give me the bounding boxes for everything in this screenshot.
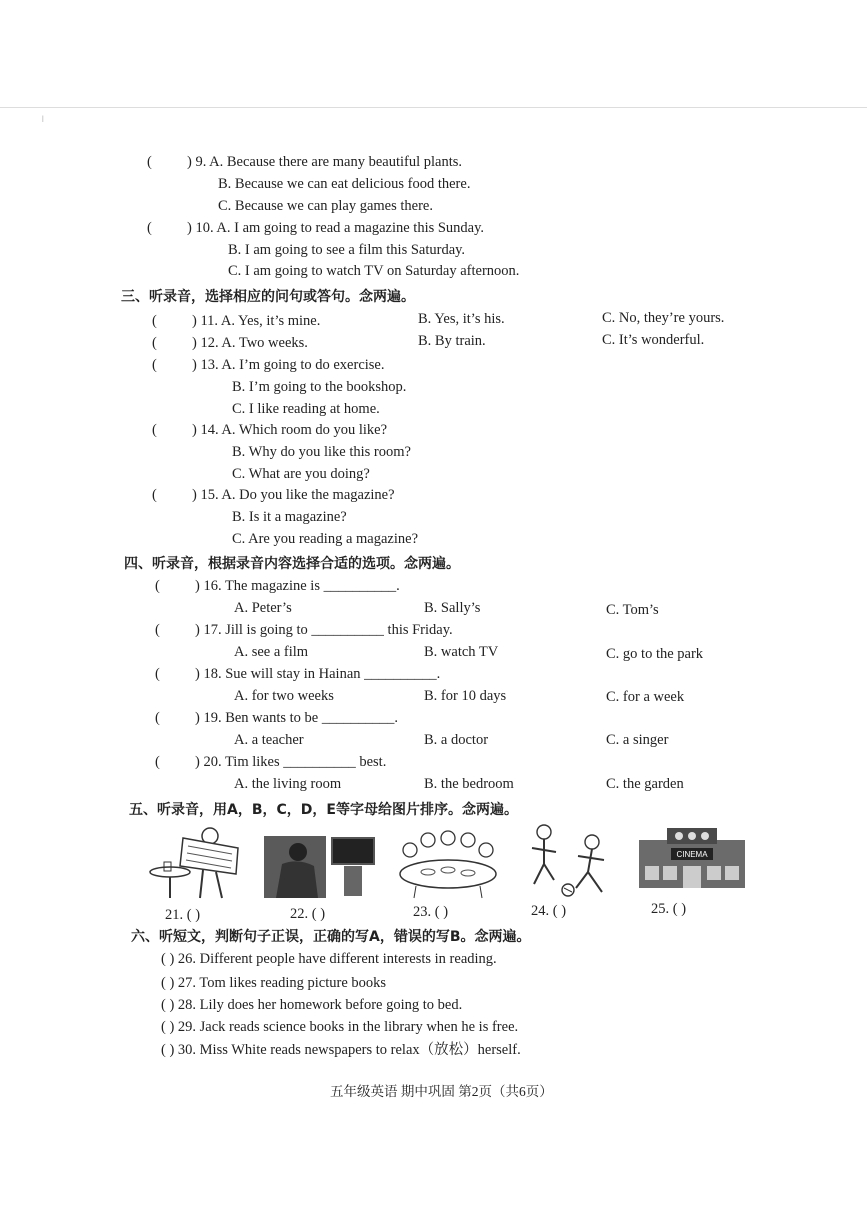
picture-label-24: 24. ( ) <box>531 903 567 919</box>
q18-option-b: B. for 10 days <box>424 688 507 704</box>
q14-option-a: ) 14. A. Which room do you like? <box>192 422 388 438</box>
q30-statement: ( ) 30. Miss White reads newspapers to relax（放松）herself. <box>161 1042 521 1058</box>
q15-option-b: B. Is it a magazine? <box>232 509 347 525</box>
q20-stem: ) 20. Tim likes __________ best. <box>195 754 387 770</box>
cinema-building-picture <box>637 826 747 890</box>
q17-stem: ) 17. Jill is going to __________ this Friday. <box>195 622 453 638</box>
q12-paren: ( <box>152 335 157 351</box>
section-6-title: 六、听短文，判断句子正误，正确的写A，错误的写B。念两遍。 <box>131 929 531 945</box>
q10-option-a: ) 10. A. I am going to read a magazine this Sunday. <box>187 220 485 236</box>
q11-option-a: ) 11. A. Yes, it’s mine. <box>192 313 321 329</box>
q12-option-b: B. By train. <box>418 333 486 349</box>
q20-paren: ( <box>155 754 160 770</box>
watching-tv-picture <box>262 834 377 900</box>
q15-option-a: ) 15. A. Do you like the magazine? <box>192 487 395 503</box>
q10-option-b: B. I am going to see a film this Saturday. <box>228 242 466 258</box>
newspaper-reading-picture <box>148 826 243 900</box>
q13-paren: ( <box>152 357 157 373</box>
q16-stem: ) 16. The magazine is __________. <box>195 578 400 594</box>
page-top-rule <box>0 107 867 108</box>
q17-paren: ( <box>155 622 160 638</box>
q19-stem: ) 19. Ben wants to be __________. <box>195 710 398 726</box>
playing-football-picture <box>520 822 618 900</box>
q19-option-c: C. a singer <box>606 732 669 748</box>
section-5-title: 五、听录音，用A，B，C，D，E等字母给图片排序。念两遍。 <box>129 802 518 818</box>
q28-statement: ( ) 28. Lily does her homework before going to bed. <box>161 997 463 1013</box>
q14-paren: ( <box>152 422 157 438</box>
q19-option-b: B. a doctor <box>424 732 489 748</box>
picture-label-25: 25. ( ) <box>651 901 687 917</box>
q9-paren: ( <box>147 154 152 170</box>
cinema-sign-text: CINEMA <box>676 850 708 859</box>
q14-option-c: C. What are you doing? <box>232 466 370 482</box>
q11-paren: ( <box>152 313 157 329</box>
q10-paren: ( <box>147 220 152 236</box>
q16-option-a: A. Peter’s <box>234 600 292 616</box>
q16-paren: ( <box>155 578 160 594</box>
q17-option-a: A. see a film <box>234 644 309 660</box>
q20-option-b: B. the bedroom <box>424 776 514 792</box>
q15-paren: ( <box>152 487 157 503</box>
q29-statement: ( ) 29. Jack reads science books in the library when he is free. <box>161 1019 519 1035</box>
q9-option-a: ) 9. A. Because there are many beautiful plants. <box>187 154 462 170</box>
q13-option-b: B. I’m going to the bookshop. <box>232 379 407 395</box>
q11-option-b: B. Yes, it’s his. <box>418 311 505 327</box>
q18-stem: ) 18. Sue will stay in Hainan __________. <box>195 666 441 682</box>
section-3-title: 三、听录音，选择相应的问句或答句。念两遍。 <box>121 289 415 305</box>
q18-option-a: A. for two weeks <box>234 688 334 704</box>
picture-label-21: 21. ( ) <box>165 907 201 923</box>
q13-option-c: C. I like reading at home. <box>232 401 380 417</box>
q15-option-c: C. Are you reading a magazine? <box>232 531 419 547</box>
family-dinner-picture <box>396 826 501 900</box>
q19-option-a: A. a teacher <box>234 732 304 748</box>
picture-label-23: 23. ( ) <box>413 904 449 920</box>
q16-option-c: C. Tom’s <box>606 602 659 618</box>
q17-option-c: C. go to the park <box>606 646 704 662</box>
q26-statement: ( ) 26. Different people have different interests in reading. <box>161 951 497 967</box>
section-4-title: 四、听录音，根据录音内容选择合适的选项。念两遍。 <box>124 556 460 572</box>
q20-option-c: C. the garden <box>606 776 684 792</box>
q12-option-a: ) 12. A. Two weeks. <box>192 335 308 351</box>
q18-paren: ( <box>155 666 160 682</box>
q9-option-b: B. Because we can eat delicious food there. <box>218 176 471 192</box>
page-footer: 五年级英语 期中巩固 第2页（共6页） <box>330 1084 553 1099</box>
picture-label-22: 22. ( ) <box>290 906 326 922</box>
q27-statement: ( ) 27. Tom likes reading picture books <box>161 975 387 991</box>
q13-option-a: ) 13. A. I’m going to do exercise. <box>192 357 385 373</box>
q20-option-a: A. the living room <box>234 776 342 792</box>
q16-option-b: B. Sally’s <box>424 600 481 616</box>
q17-option-b: B. watch TV <box>424 644 499 660</box>
scan-mark: ǀ <box>42 114 44 124</box>
q10-option-c: C. I am going to watch TV on Saturday afternoon. <box>228 263 520 279</box>
q18-option-c: C. for a week <box>606 689 685 705</box>
q9-option-c: C. Because we can play games there. <box>218 198 433 214</box>
q12-option-c: C. It’s wonderful. <box>602 332 705 348</box>
q11-option-c: C. No, they’re yours. <box>602 310 725 326</box>
q19-paren: ( <box>155 710 160 726</box>
q14-option-b: B. Why do you like this room? <box>232 444 411 460</box>
